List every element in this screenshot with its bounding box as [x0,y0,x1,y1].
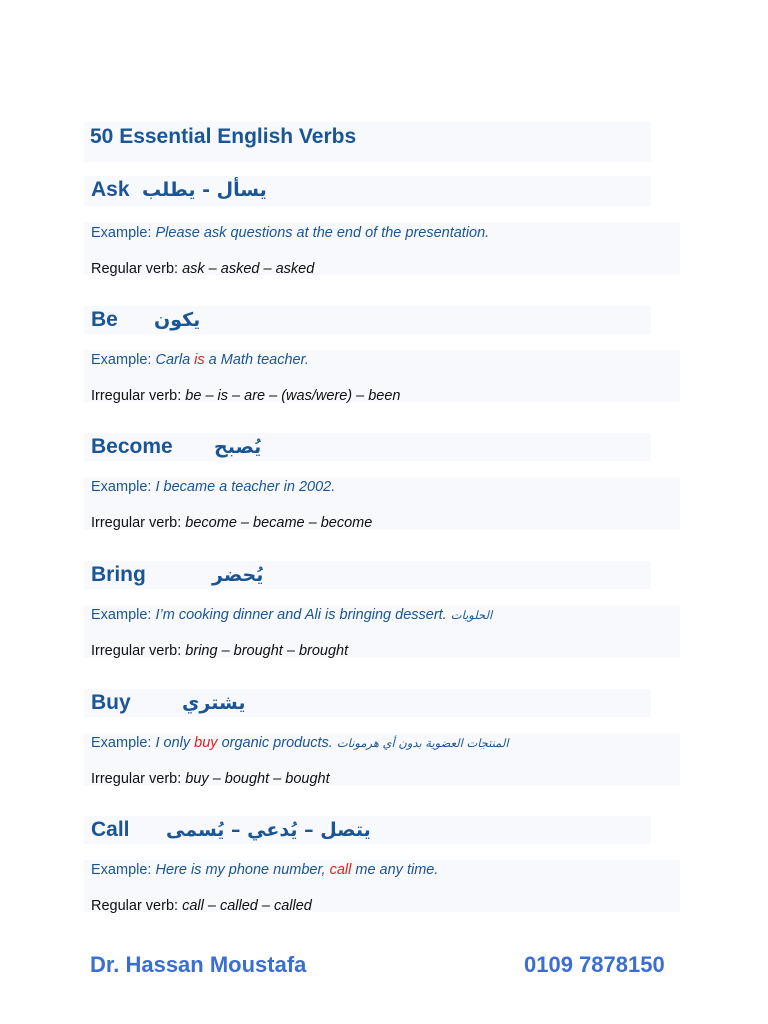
verb-arabic: يُصبح [214,436,262,458]
verb-entry-buy [84,689,680,785]
arabic-gloss: المنتجات العضوية بدون أي هرمونات [336,736,509,750]
verb-arabic: يُحضر [212,564,264,586]
verb-example-box [84,477,680,529]
verb-heading [84,561,651,589]
verb-entry-ask [84,176,680,275]
verb-example-box [84,605,680,657]
verb-forms: Regular verb: call – called – called [91,898,312,914]
arabic-gloss: الحلويات [450,608,493,622]
verb-example-box [84,223,680,275]
verb-heading [84,689,651,717]
footer-phone: 0109 7878150 [524,952,665,977]
verb-forms: Irregular verb: become – became – become [91,515,373,531]
verb-english: Buy [91,691,131,714]
verb-english: Ask [91,178,130,201]
verb-english: Be [91,308,118,331]
verb-heading [84,176,651,206]
verb-entry-become [84,433,680,529]
verb-arabic: يتصل – يُدعي – يُسمى [166,819,371,841]
page-title: 50 Essential English Verbs [84,122,651,162]
verb-example-box [84,350,680,402]
verb-arabic: يكون [154,309,201,331]
example-sentence: Example: I’m cooking dinner and Ali is bringing dessert. الحلويات [91,607,493,623]
verb-entry-call [84,816,680,912]
verb-forms: Regular verb: ask – asked – asked [91,261,315,277]
verb-english: Become [91,435,173,458]
footer-author: Dr. Hassan Moustafa [90,952,307,977]
verb-entry-bring [84,561,680,657]
verb-forms: Irregular verb: buy – bought – bought [91,771,330,787]
verb-heading [84,433,651,461]
example-sentence: Example: Carla is a Math teacher. [91,352,309,368]
verb-arabic: يشتري [182,692,246,714]
verb-forms: Irregular verb: be – is – are – (was/were) – been [91,388,401,404]
verb-example-box [84,860,680,912]
verb-forms: Irregular verb: bring – brought – brought [91,643,349,659]
verb-english: Call [91,818,130,841]
verb-entry-be [84,306,680,402]
example-sentence: Example: I became a teacher in 2002. [91,479,336,495]
verb-example-box [84,733,680,785]
verb-english: Bring [91,563,146,586]
example-sentence: Example: Here is my phone number, call me any time. [91,862,439,878]
verb-heading [84,306,651,334]
verb-heading [84,816,651,844]
example-sentence: Example: Please ask questions at the end of the presentation. [91,225,490,241]
example-sentence: Example: I only buy organic products. المنتجات العضوية بدون أي هرمونات [91,735,509,751]
verb-arabic: يسأل - يطلب [142,179,267,201]
